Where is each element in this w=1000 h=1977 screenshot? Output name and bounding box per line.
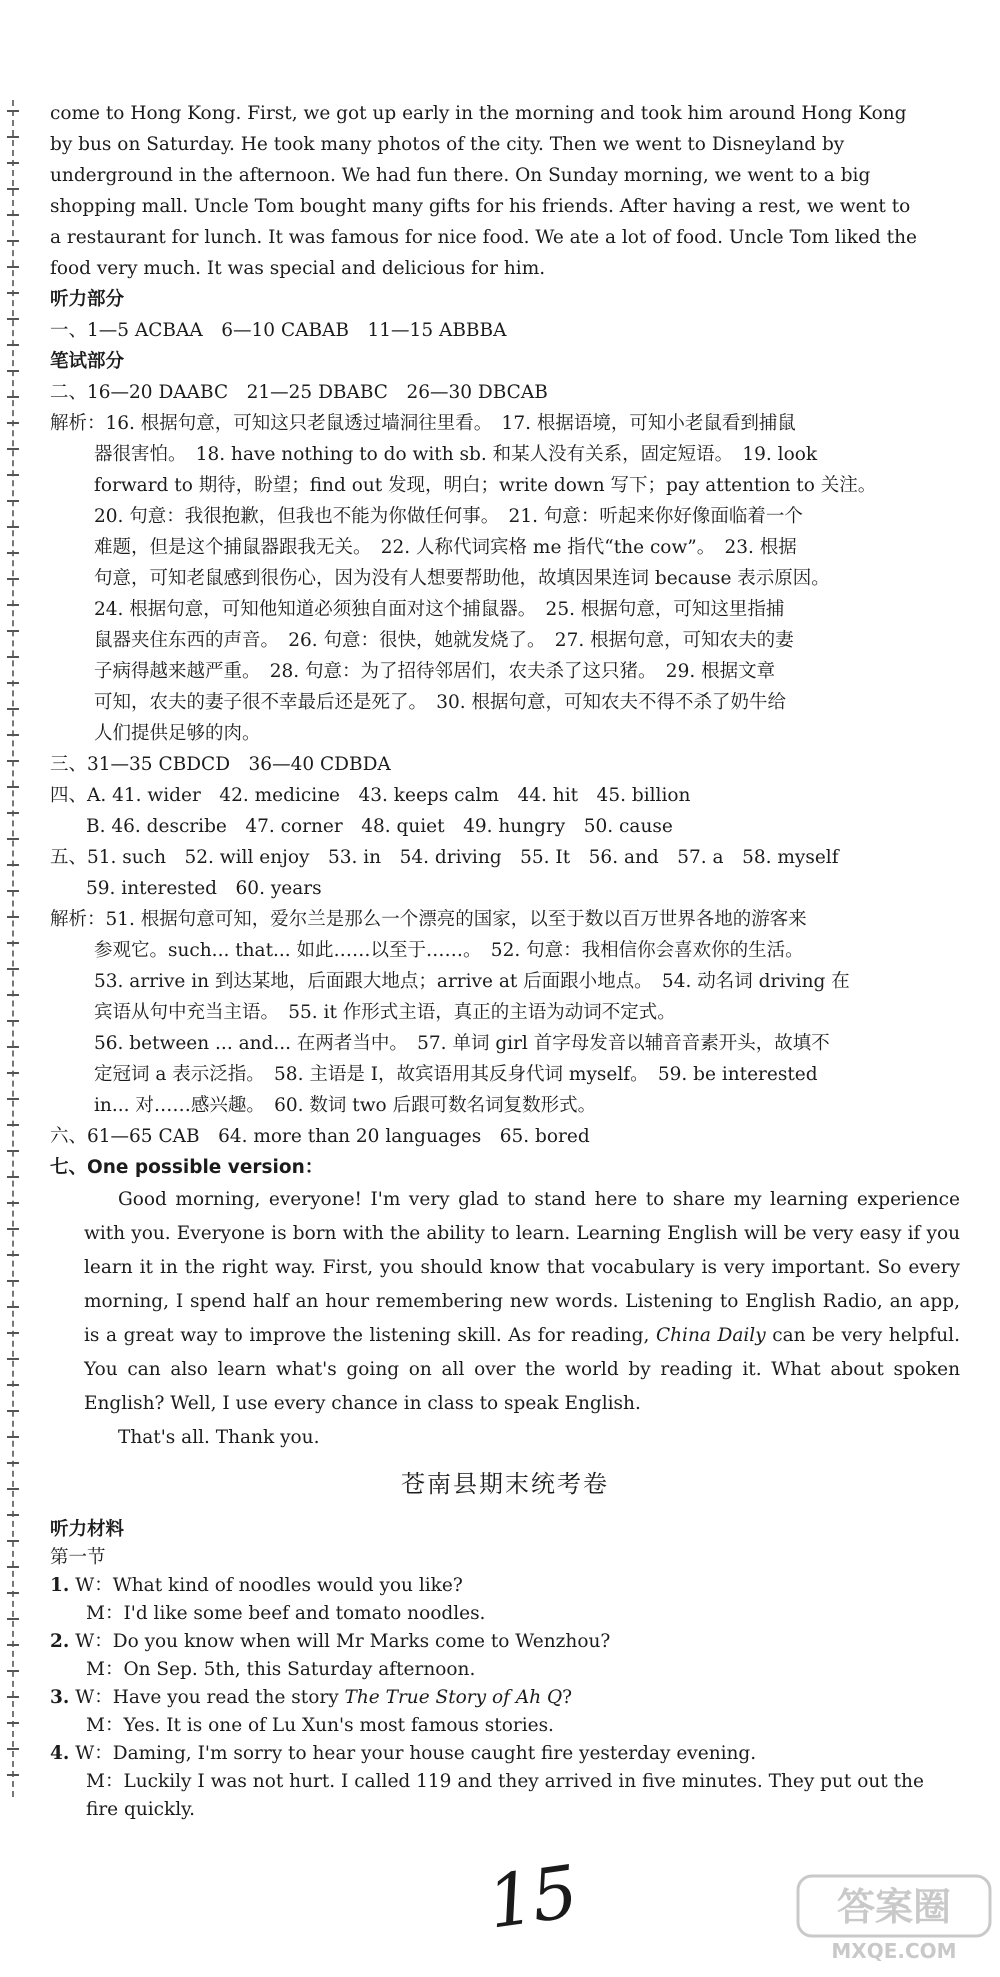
binding-tick: [7, 370, 19, 372]
binding-tick: [7, 1618, 19, 1620]
binding-tick: [7, 1696, 19, 1698]
binding-tick: [7, 1228, 19, 1230]
binding-tick: [7, 656, 19, 658]
analysis-line: 可知，农夫的妻子很不幸最后还是死了。 30. 根据句意，可知农夫不得不杀了奶牛给: [94, 692, 787, 713]
part6-answers: 六、61—65 CAB 64. more than 20 languages 65. bored: [50, 1126, 590, 1147]
sample-essay-paragraph: [50, 1183, 960, 1421]
dialogue-item: [50, 1740, 960, 1824]
binding-tick: [7, 890, 19, 892]
watermark-logo: [796, 1872, 992, 1964]
analysis-line: 参观它。such... that... 如此……以至于……。 52. 句意：我相信你会喜欢你的生活。: [94, 940, 804, 961]
binding-tick: [7, 994, 19, 996]
binding-tick: [7, 292, 19, 294]
analysis-line: 人们提供足够的肉。: [94, 723, 261, 744]
binding-tick: [7, 136, 19, 138]
binding-tick: [7, 162, 19, 164]
dialogue-item: [50, 1572, 960, 1628]
dialogue-number: 2.: [50, 1631, 70, 1652]
listening-heading: 听力部分: [50, 289, 125, 310]
binding-tick: [7, 1748, 19, 1750]
binding-tick: [7, 630, 19, 632]
exam-title: 苍南县期末统考卷: [401, 1470, 609, 1498]
binding-tick: [7, 344, 19, 346]
binding-tick: [7, 240, 19, 242]
analysis-line: 宾语从句中充当主语。 55. it 作形式主语，真正的主语为动词不定式。: [94, 1002, 676, 1023]
binding-tick: [7, 110, 19, 112]
binding-tick: [7, 1514, 19, 1516]
part2-answers: 二、16—20 DAABC 21—25 DBABC 26—30 DBCAB: [50, 382, 548, 403]
binding-tick: [7, 1176, 19, 1178]
dialogue-w-line: W：Do you know when will Mr Marks come to Wenzhou?: [75, 1631, 611, 1652]
binding-tick: [7, 578, 19, 580]
binding-tick: [7, 682, 19, 684]
binding-tick: [7, 604, 19, 606]
analysis-line: 20. 句意：我很抱歉，但我也不能为你做任何事。 21. 句意：听起来你好像面临着一个: [94, 506, 803, 527]
binding-tick: [7, 1150, 19, 1152]
dialogue-w-end: ?: [562, 1687, 573, 1708]
dialogue-w-line: W：What kind of noodles would you like?: [75, 1575, 463, 1596]
binding-tick: [7, 1488, 19, 1490]
binding-tick: [7, 1722, 19, 1724]
analysis-line: 句意，可知老鼠感到很伤心，因为没有人想要帮助他，故填因果连词 because 表示原因。: [94, 568, 830, 589]
binding-tick: [7, 760, 19, 762]
binding-tick: [7, 1462, 19, 1464]
listening-answers: 一、1—5 ACBAA 6—10 CABAB 11—15 ABBBA: [50, 320, 507, 341]
part4a-answers: 四、A. 41. wider 42. medicine 43. keeps calm 44. hit 45. billion: [50, 785, 691, 806]
analysis-line: 解析：16. 根据句意，可知这只老鼠透过墙洞往里看。 17. 根据语境，可知小老鼠看到捕鼠: [50, 413, 796, 434]
answer-page: [50, 98, 960, 1824]
essay-closing: That's all. Thank you.: [118, 1427, 320, 1448]
binding-tick: [7, 1358, 19, 1360]
binding-tick: [7, 812, 19, 814]
analysis-line: 53. arrive in 到达某地，后面跟大地点；arrive at 后面跟小地点。 54. 动名词 driving 在: [94, 971, 850, 992]
binding-tick: [7, 864, 19, 866]
binding-tick: [7, 552, 19, 554]
binding-tick: [7, 1124, 19, 1126]
binding-tick: [7, 1540, 19, 1542]
dialogue-m-line: M：I'd like some beef and tomato noodles.: [86, 1603, 486, 1624]
essay-text: Good morning, everyone! I'm very glad to stand here to share my learning experience with you. Everyone is born with the ability to learn. Learning English will be very easy if you learn it in the right way. First, you should know that vocabulary is very important. So every morning, I spend half an hour remembering new words. Listening to English Radio, an app, is a great way to improve the listening skill. As for reading,: [84, 1189, 960, 1346]
binding-tick: [7, 188, 19, 190]
watermark-text: 答案圈: [836, 1885, 952, 1929]
binding-tick: [7, 1566, 19, 1568]
section-heading: 第一节: [50, 1547, 106, 1568]
story-continuation: [50, 98, 960, 284]
binding-tick: [7, 1306, 19, 1308]
binding-tick: [7, 1332, 19, 1334]
analysis-line: 鼠器夹住东西的声音。 26. 句意：很快，她就发烧了。 27. 根据句意，可知农夫的妻: [94, 630, 794, 651]
dialogue-item: [50, 1684, 960, 1740]
dialogue-list: [50, 1572, 960, 1824]
binding-tick: [7, 1020, 19, 1022]
story-line: food very much. It was special and delicious for him.: [50, 258, 546, 279]
written-heading: 笔试部分: [50, 351, 125, 372]
essay-newspaper-title: China Daily: [655, 1325, 766, 1346]
analysis-line: in... 对……感兴趣。 60. 数词 two 后跟可数名词复数形式。: [94, 1095, 597, 1116]
story-line: a restaurant for lunch. It was famous for nice food. We ate a lot of food. Uncle Tom liked the: [50, 227, 917, 248]
watermark-url: MXQE.COM: [831, 1939, 957, 1963]
binding-tick: [7, 1384, 19, 1386]
part4b-answers: B. 46. describe 47. corner 48. quiet 49. hungry 50. cause: [86, 816, 673, 837]
binding-tick: [7, 1774, 19, 1776]
analysis-line: 56. between ... and... 在两者当中。 57. 单词 girl 首字母发音以辅音音素开头，故填不: [94, 1033, 830, 1054]
part5a-answers: 五、51. such 52. will enjoy 53. in 54. driving 55. It 56. and 57. a 58. myself: [50, 847, 839, 868]
binding-tick: [7, 1072, 19, 1074]
analysis-line: 难题，但是这个捕鼠器跟我无关。 22. 人称代词宾格 me 指代“the cow”。 23. 根据: [94, 537, 797, 558]
binding-tick: [7, 1254, 19, 1256]
binding-tick: [7, 1670, 19, 1672]
essay-text-end: can be very helpful. You can also learn what's going on all over the world by reading it. What about spoken English? Well, I use every chance in class to speak English.: [84, 1325, 960, 1414]
story-title: The True Story of Ah Q: [344, 1687, 563, 1708]
dialogue-w-line: W：Daming, I'm sorry to hear your house caught fire yesterday evening.: [75, 1743, 757, 1764]
story-line: underground in the afternoon. We had fun there. On Sunday morning, we went to a big: [50, 165, 871, 186]
binding-tick: [7, 1202, 19, 1204]
analysis-line: forward to 期待，盼望；find out 发现，明白；write down 写下；pay attention to 关注。: [94, 475, 877, 496]
analysis-line: 器很害怕。 18. have nothing to do with sb. 和某人没有关系，固定短语。 19. look: [94, 444, 818, 465]
binding-tick: [7, 266, 19, 268]
binding-tick: [7, 526, 19, 528]
binding-tick: [7, 474, 19, 476]
binding-tick: [7, 942, 19, 944]
binding-tick: [7, 500, 19, 502]
part3-answers: 三、31—35 CBDCD 36—40 CDBDA: [50, 754, 391, 775]
binding-tick: [7, 1046, 19, 1048]
binding-tick: [7, 1644, 19, 1646]
binding-tick: [7, 318, 19, 320]
analysis-line: 定冠词 a 表示泛指。 58. 主语是 I，故宾语用其反身代词 myself。 59. be interested: [94, 1064, 818, 1085]
watermark-graphic: [796, 1872, 992, 1964]
story-line: come to Hong Kong. First, we got up early in the morning and took him around Hong Kong: [50, 103, 907, 124]
analysis-block-2: [50, 904, 960, 1121]
binding-tick: [7, 214, 19, 216]
dialogue-number: 1.: [50, 1575, 70, 1596]
binding-tick: [7, 708, 19, 710]
analysis-line: 解析：51. 根据句意可知，爱尔兰是那么一个漂亮的国家，以至于数以百万世界各地的游客来: [50, 909, 807, 930]
binding-tick: [7, 396, 19, 398]
handwritten-page-number: 15: [482, 1849, 582, 1945]
dialogue-item: [50, 1628, 960, 1684]
binding-tick: [7, 838, 19, 840]
binding-tick: [7, 1592, 19, 1594]
binding-tick: [7, 422, 19, 424]
dialogue-number: 4.: [50, 1743, 70, 1764]
material-heading: 听力材料: [50, 1519, 125, 1540]
part7-heading: 七、One possible version：: [50, 1157, 324, 1178]
analysis-line: 子病得越来越严重。 28. 句意：为了招待邻居们，农夫杀了这只猪。 29. 根据文章: [94, 661, 776, 682]
binding-tick: [7, 734, 19, 736]
dialogue-number: 3.: [50, 1687, 70, 1708]
story-line: shopping mall. Uncle Tom bought many gifts for his friends. After having a rest, we went to: [50, 196, 911, 217]
binding-tick: [7, 448, 19, 450]
binding-tick: [7, 1436, 19, 1438]
dialogue-w-line: W：Have you read the story: [75, 1687, 345, 1708]
dialogue-m-line: M：Yes. It is one of Lu Xun's most famous stories.: [86, 1715, 554, 1736]
analysis-block-1: [50, 408, 960, 749]
binding-tick: [7, 968, 19, 970]
binding-tick: [7, 1280, 19, 1282]
binding-tick: [7, 1410, 19, 1412]
dialogue-m-line: M：On Sep. 5th, this Saturday afternoon.: [86, 1659, 476, 1680]
binding-margin: [0, 0, 30, 1977]
dialogue-m-line-cont: fire quickly.: [86, 1799, 196, 1820]
binding-tick: [7, 1098, 19, 1100]
analysis-line: 24. 根据句意，可知他知道必须独自面对这个捕鼠器。 25. 根据句意，可知这里指捕: [94, 599, 785, 620]
part5b-answers: 59. interested 60. years: [86, 878, 322, 899]
story-line: by bus on Saturday. He took many photos of the city. Then we went to Disneyland by: [50, 134, 845, 155]
binding-tick: [7, 916, 19, 918]
dialogue-m-line: M：Luckily I was not hurt. I called 119 and they arrived in five minutes. They put out the: [86, 1771, 924, 1792]
binding-tick: [7, 786, 19, 788]
binding-dashed-line: [12, 100, 14, 1797]
